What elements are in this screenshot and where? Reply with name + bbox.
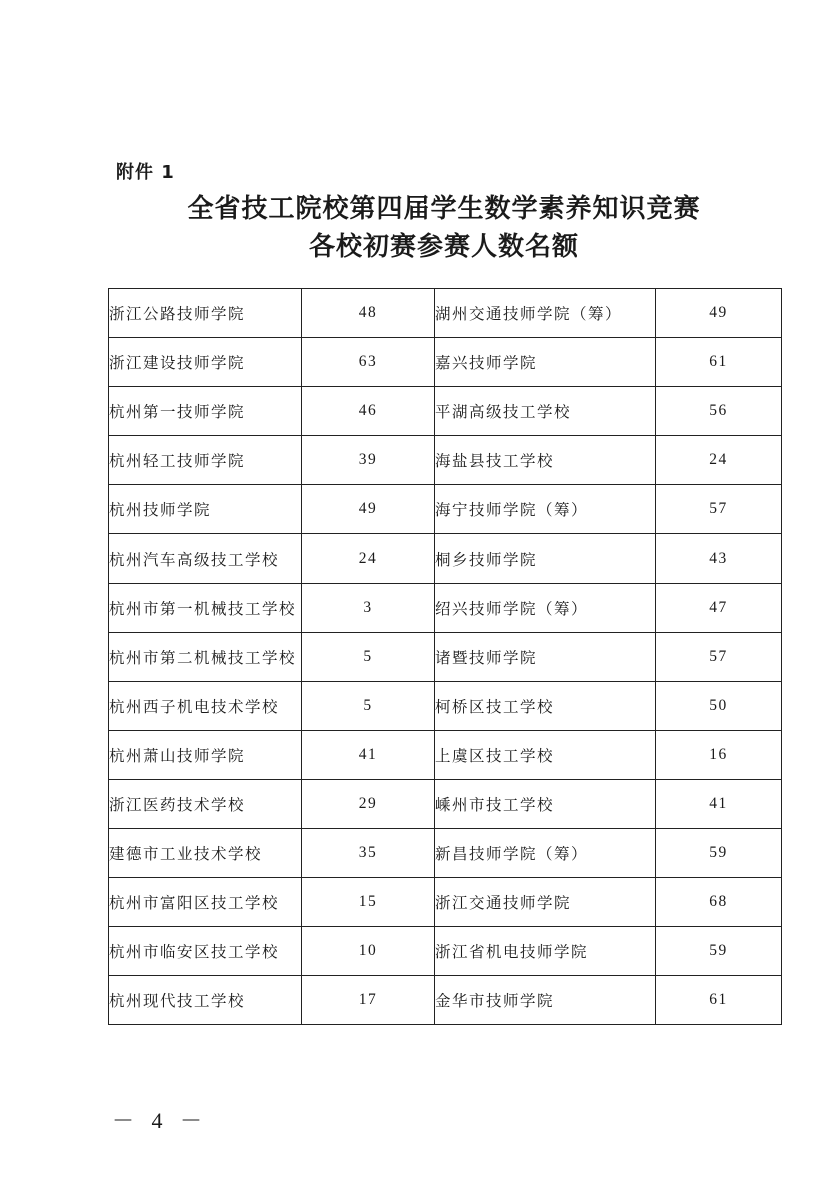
right-school-cell: 浙江交通技师学院 [435,878,656,927]
right-count-cell: 43 [656,534,782,583]
right-school-cell: 嘉兴技师学院 [435,338,656,387]
right-school-cell: 海盐县技工学校 [435,436,656,485]
right-count-cell: 61 [656,338,782,387]
left-school-cell: 浙江医药技术学校 [109,779,302,828]
table-row [109,681,782,730]
left-count-cell: 49 [302,485,435,534]
table-row [109,829,782,878]
right-school-cell: 上虞区技工学校 [435,730,656,779]
right-school-cell: 绍兴技师学院（筹） [435,583,656,632]
left-count-cell: 5 [302,681,435,730]
right-count-cell: 57 [656,485,782,534]
table-row [109,976,782,1025]
right-school-cell: 诸暨技师学院 [435,632,656,681]
right-school-cell: 嵊州市技工学校 [435,779,656,828]
right-school-cell: 桐乡技师学院 [435,534,656,583]
table-row [109,534,782,583]
left-school-cell: 杭州汽车高级技工学校 [109,534,302,583]
table-row [109,878,782,927]
page-number: － 4 － [112,1108,209,1133]
right-count-cell: 57 [656,632,782,681]
right-count-cell: 61 [656,976,782,1025]
left-count-cell: 17 [302,976,435,1025]
left-school-cell: 杭州萧山技师学院 [109,730,302,779]
right-count-cell: 59 [656,927,782,976]
left-school-cell: 浙江公路技师学院 [109,289,302,338]
left-count-cell: 29 [302,779,435,828]
table-row [109,289,782,338]
left-school-cell: 杭州技师学院 [109,485,302,534]
left-count-cell: 41 [302,730,435,779]
left-school-cell: 杭州市富阳区技工学校 [109,878,302,927]
left-count-cell: 10 [302,927,435,976]
table-row [109,485,782,534]
left-count-cell: 3 [302,583,435,632]
left-count-cell: 5 [302,632,435,681]
document-title: 全省技工院校第四届学生数学素养知识竞赛 [187,194,701,224]
left-school-cell: 杭州西子机电技术学校 [109,681,302,730]
left-school-cell: 杭州市第一机械技工学校 [109,583,302,632]
table-row [109,632,782,681]
right-count-cell: 68 [656,878,782,927]
table-row [109,730,782,779]
left-count-cell: 24 [302,534,435,583]
quota-table [108,288,782,1025]
right-school-cell: 新昌技师学院（筹） [435,829,656,878]
right-school-cell: 浙江省机电技师学院 [435,927,656,976]
left-count-cell: 48 [302,289,435,338]
left-school-cell: 杭州市临安区技工学校 [109,927,302,976]
right-count-cell: 50 [656,681,782,730]
left-school-cell: 杭州市第二机械技工学校 [109,632,302,681]
attachment-label: 附件 1 [116,162,175,183]
table-row [109,387,782,436]
right-count-cell: 24 [656,436,782,485]
right-school-cell: 湖州交通技师学院（筹） [435,289,656,338]
right-school-cell: 柯桥区技工学校 [435,681,656,730]
left-school-cell: 杭州轻工技师学院 [109,436,302,485]
left-school-cell: 杭州现代技工学校 [109,976,302,1025]
right-count-cell: 47 [656,583,782,632]
left-count-cell: 46 [302,387,435,436]
left-school-cell: 建德市工业技术学校 [109,829,302,878]
right-count-cell: 41 [656,779,782,828]
left-count-cell: 63 [302,338,435,387]
right-count-cell: 59 [656,829,782,878]
left-count-cell: 15 [302,878,435,927]
right-count-cell: 56 [656,387,782,436]
right-school-cell: 金华市技师学院 [435,976,656,1025]
table-row [109,338,782,387]
right-school-cell: 海宁技师学院（筹） [435,485,656,534]
left-count-cell: 39 [302,436,435,485]
table-row [109,583,782,632]
table-row [109,436,782,485]
right-count-cell: 49 [656,289,782,338]
table-row [109,779,782,828]
right-school-cell: 平湖高级技工学校 [435,387,656,436]
quota-table-body [109,289,782,1025]
left-school-cell: 浙江建设技师学院 [109,338,302,387]
table-row [109,927,782,976]
left-school-cell: 杭州第一技师学院 [109,387,302,436]
right-count-cell: 16 [656,730,782,779]
document-subtitle: 各校初赛参赛人数名额 [308,232,579,262]
left-count-cell: 35 [302,829,435,878]
